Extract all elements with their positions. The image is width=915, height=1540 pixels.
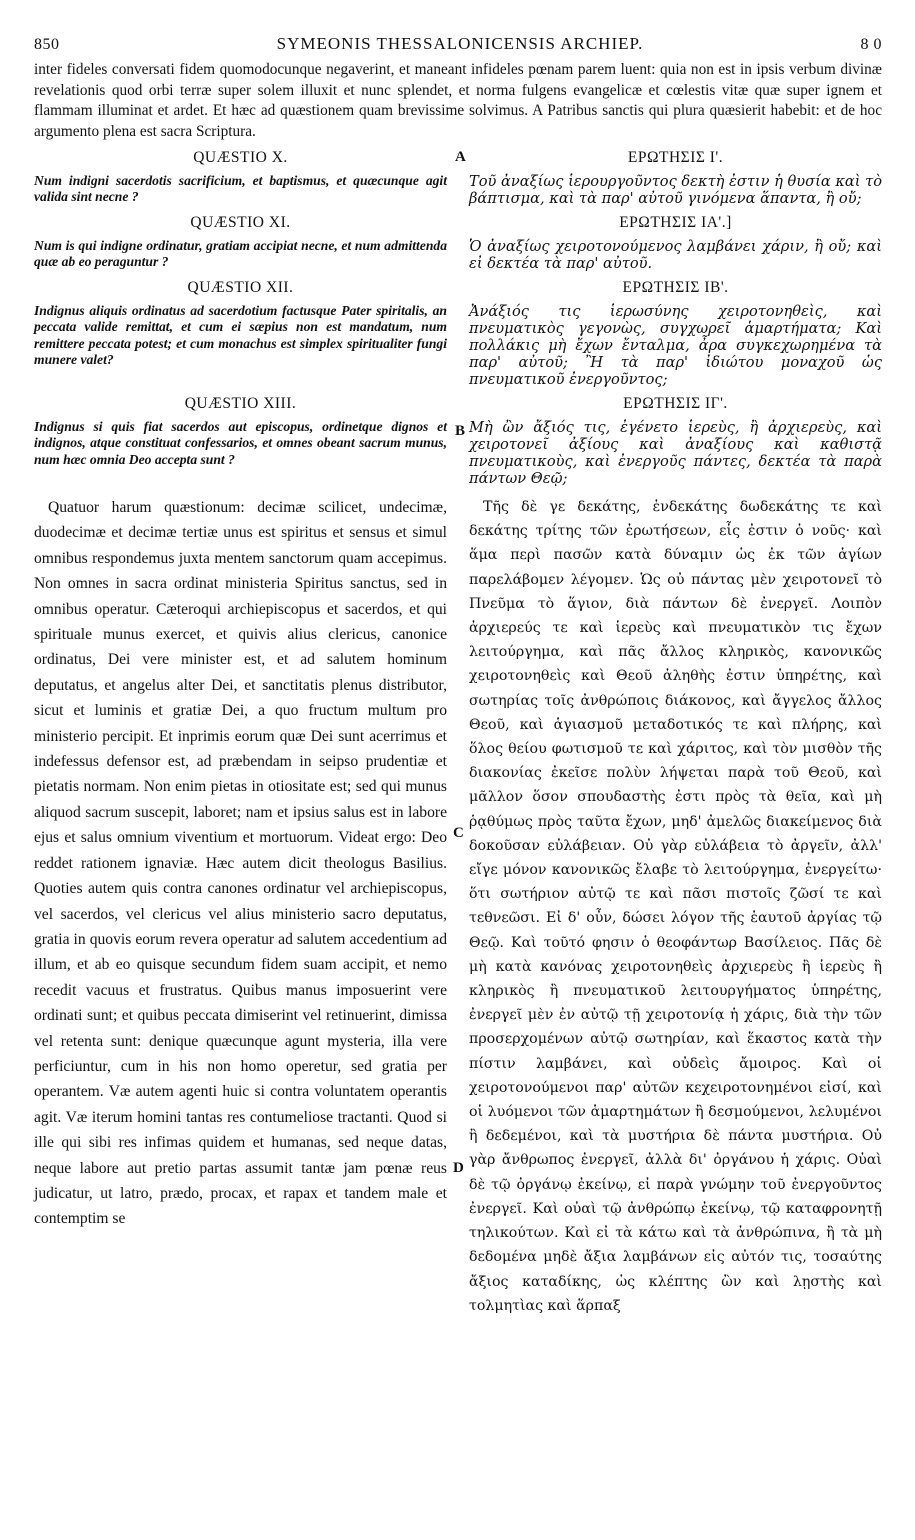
question-text: Ἀνάξιός τις ἱερωσύνης χειροτονηθεὶς, καὶ πνευματικὸς γεγονὼς, συγχωρεῖ ἁμαρτήματα; Καὶ πολλάκις μὴ ἔχων ἔνταλμα, ἆρα συγκεχωρημένα τὰ παρ' αὐτοῦ; Ἢ τὰ παρ' ἰδιώτου μοναχοῦ ὡς πνευματικοῦ ἐνεργοῦντος;: [469, 303, 882, 388]
latin-question: [34, 147, 447, 207]
question-title: QUÆSTIO XII.: [187, 279, 294, 296]
latin-question: [34, 212, 447, 272]
body-columns: [34, 495, 882, 1318]
question-text: Ὁ ἀναξίως χειροτονούμενος λαμβάνει χάριν, ἢ οὔ; καὶ εἰ δεκτέα τὰ παρ' αὐτοῦ.: [469, 238, 882, 272]
page-title: SYMEONIS THESSALONICENSIS ARCHIEP.: [276, 34, 644, 53]
greek-question: [469, 212, 882, 272]
question-text: Num is qui indigne ordinatur, gratiam accipiat necne, et num admittenda quæ ab eo peraguntur ?: [34, 238, 447, 270]
question-title: ΕΡΩΤΗΣΙΣ ΙΓ'.: [623, 395, 728, 412]
question-row: [34, 147, 882, 207]
greek-question: [469, 393, 882, 487]
question-row: [34, 277, 882, 388]
margin-marker: D: [453, 1160, 464, 1176]
margin-marker: A: [455, 149, 466, 165]
page-number-left: 850: [34, 36, 60, 53]
question-text: Indignus aliquis ordinatus ad sacerdotium factusque Pater spiritalis, an peccata valide remittat, et cum ei sæpius non est mandatum, num remittere peccata potest; et cum monachus est simplex spiritualiter fungi munere valet?: [34, 303, 447, 368]
greek-body-text: Τῆς δὲ γε δεκάτης, ἑνδεκάτης δωδεκάτης τε καὶ δεκάτης τρίτης τῶν ἐρωτήσεων, εἷς ἐστιν ὁ νοῦς· καὶ ἅμα περὶ πασῶν κατὰ δύναμιν ὡς ἐκ τῶν ἁγίων παρελάβομεν λέγομεν. Ὡς οὐ πάντας μὲν χειροτονεῖ τὸ Πνεῦμα τὸ ἅγιον, διὰ πάντων δὲ ἐνεργεῖ. Λοιπὸν ἀρχιερεύς τε καὶ ἱερεὺς καὶ πνευματικὸν τις ἔχων λειτούργημα, καὶ πᾶς ἄλλος κληρικὸς, κανονικῶς χειροτονηθεὶς καὶ Θεοῦ ἀληθὴς ἐστιν ὑπηρέτης, καὶ σωτηρίας τοῖς ἀνθρώποις διάκονος, καὶ ἄγγελος ἄλλος Θεοῦ, καὶ ἁγιασμοῦ μεταδοτικός τε καὶ πλήρης, καὶ ὅλος θείου φωτισμοῦ τε καὶ χάριτος, καὶ τὸν μισθὸν τῆς διακονίας ἐκεῖσε πολὺν λήψεται παρὰ τοῦ Θεοῦ, καὶ μᾶλλον ὅσον σπουδαστὴς ἐστι πρὸς τὰ θεῖα, καὶ μὴ ῥᾳθύμως πρὸς ταῦτα ἔχων, μηδ' ἀμελῶς διακείμενος διὰ δοκοῦσαν εὐλάβειαν. Οὐ γὰρ εὐλάβεια τὸ ἀργεῖν, ἀλλ' εἴγε μόνον κανονικῶς ἔλαβε τὸ λειτούργημα, ἐνεργείτω· ὅτι σωτήριον αὐτῷ τε καὶ πᾶσι πιστοῖς ζῶσί τε καὶ τεθνεῶσι. Εἰ δ' οὖν, δώσει λόγον τῆς ἑαυτοῦ ἀργίας τῷ Θεῷ. Καὶ τοῦτό φησιν ὁ θεοφάντωρ Βασίλειος. Πᾶς δὲ μὴ κατὰ κανόνας χειροτονηθεὶς ἀρχιερεὺς ἢ ἱερεὺς ἢ κληρικὸς ἢ πνευματικοῦ λειτουργήματος ὑπηρέτης, ἐνεργεῖ μὲν ἐν αὐτῷ τῇ χειροτονίᾳ ἡ χάρις, διὰ τὴν τῶν προσερχομένων αὐτῷ σωτηρίαν, καὶ ἕκαστος κατὰ τὴν πίστιν λαμβάνει, καὶ οὐδεὶς ἄμοιρος. Καὶ οἱ χειροτονούμενοι παρ' αὐτῶν κεχειροτονημένοι εἰσί, καὶ οἱ λυόμενοι τῶν ἁμαρτημάτων ἢ δεσμούμενοι, λελυμένοι ἢ δεδεμένοι, καὶ τὰ μυστήρια δὲ πάντα μυστήρια. Οὐ γὰρ ἄνθρωπος ἐνεργεῖ, ἀλλὰ δι' ὀργάνου ἡ χάρις. Οὐαὶ δὲ τῷ ὀργάνῳ ἐκείνῳ, εἰ παρὰ γνώμην τοῦ ἐνεργοῦντος ἐνεργεῖ. Καὶ οὐαὶ τῷ ἀνθρώπῳ ἐκείνῳ, τῷ καταφρονητῇ τηλικούτων. Καὶ εἰ τὰ κάτω καὶ τὰ ἀνθρώπινα, ἢ τὰ μὴ δεδομένα μηδὲ ἄξια λαμβάνων εἰς αὐτόν τις, τοσαύτης ἄξιος καταδίκης, ὡς κλέπτης ὢν καὶ λῃστὴς καὶ τολμητὶας καὶ ἅρπαξ: [469, 499, 882, 1314]
question-row: [34, 212, 882, 272]
latin-question: [34, 277, 447, 388]
question-title: ΕΡΩΤΗΣΙΣ Ι'.: [627, 149, 724, 166]
question-title: QUÆSTIO XI.: [190, 214, 291, 231]
page-number-right: 8 0: [860, 36, 882, 53]
question-text: Μὴ ὢν ἄξιός τις, ἐγένετο ἱερεὺς, ἢ ἀρχιερεὺς, καὶ χειροτονεῖ ἀξίους καὶ ἀναξίους καὶ καθιστᾷ πνευματικοὺς, καὶ ἐνεργοῦς πάντες, δεκτέα τὰ παρὰ πάντων Θεῷ;: [469, 419, 882, 487]
question-title: QUÆSTIO XIII.: [184, 395, 297, 412]
latin-body-text: Quatuor harum quæstionum: decimæ scilicet, undecimæ, duodecimæ et decimæ tertiæ unus est spiritus et sensus et simul omnibus respondemus juxta mentem sanctorum quam accepimus. Non omnes in sacra ordinat ministeria Spiritus sanctus, sed in omnibus operatur. Cæteroqui archiepiscopus et sacerdos, et qui spirituale munus exercet, et quivis alius clericus, canonice ordinatus, Dei vere minister est, et ad salutem hominum deputatus, et angelus alter Dei, et sanctitatis plenus distributor, sicut et luminis et gratiæ Dei, a quo fructum multum pro ministerio percipit. Et inprimis eorum quæ Dei sunt acerrimus et indefessus defensor est, ad præbendam in seipso prudentiæ et pietatis normam. Non enim pietas in otiositate est; sed qui munus aliquod sacrum suscepit, laboret; nam et ipsius salus est in labore ejus et salus omnium viventium et mortuorum. Videat ergo: Deo reddet rationem ignaviæ. Hæc autem dicit theologus Basilius. Quoties autem quis contra canones ordinatur vel archiepiscopus, vel sacerdos, vel clericus vel alius ministerio sacro deputatus, gratia in quovis eorum revera operatur ad salutem accedentium ad illum, et ab eo quisque secundum fidem suam accipit, et nemo recedit vacuus et frustratus. Quibus manus imposuerint vere ordinati sunt; et quibus peccata dimiserint vel retinuerint, dimissa vel retenta sunt: denique quæcunque agunt mysteria, illa vere perficiuntur, cum in his non homo operetur, sed gratia per operantem. Væ autem agenti huic si contra voluntatem operantis agit. Væ iterum homini tantas res contumeliose tractanti. Quod si ille qui sibi res infimas quidem et humanas, sed neque datas, neque labore aut pretio partas assumit tantæ jam pœnæ reus judicatur, ut latro, prædo, procax, et rapax et tandem male et contemptim se: [34, 499, 447, 1228]
latin-column: [34, 495, 447, 1318]
greek-question: [469, 277, 882, 388]
question-title: QUÆSTIO X.: [193, 149, 288, 166]
question-title: ΕΡΩΤΗΣΙΣ ΙΒ'.: [622, 279, 729, 296]
running-header: [34, 34, 882, 58]
margin-marker: B: [455, 423, 466, 439]
greek-column: [469, 495, 882, 1318]
intro-paragraph: inter fideles conversati fidem quomodocunque negaverint, et maneant infideles pœnam parem luent: quia non est in ipsis verbum divinæ revelationis quod orbi terræ super solem illuxit et nunc splendet, et norma fulgens evangelicæ et cœlestis vitæ quæ super ignem et flammam illuminat et ardet. Et hæc ad quæstionem quam brevissime solvimus. A Patribus sanctis qui plura quæsierit habebit: et de hoc argumento plena est sacra Scriptura.: [34, 61, 882, 140]
latin-question: [34, 393, 447, 487]
question-title: ΕΡΩΤΗΣΙΣ ΙΑ'.]: [619, 214, 732, 231]
greek-question: [469, 147, 882, 207]
margin-marker: C: [453, 825, 464, 841]
question-row: [34, 393, 882, 487]
question-text: Τοῦ ἀναξίως ἱερουργοῦντος δεκτὴ ἐστιν ἡ θυσία καὶ τὸ βάπτισμα, καὶ τὰ παρ' αὐτοῦ γινόμενα ἅπαντα, ἢ οὔ;: [469, 173, 882, 207]
question-text: Indignus si quis fiat sacerdos aut episcopus, ordinetque dignos et indignos, atque constituat confessarios, et omnes obeant sacrum munus, num hæc omnia Deo accepta sunt ?: [34, 419, 447, 467]
page: [34, 34, 882, 1514]
question-text: Num indigni sacerdotis sacrificium, et baptismus, et quæcunque agit valida sint necne ?: [34, 173, 447, 205]
